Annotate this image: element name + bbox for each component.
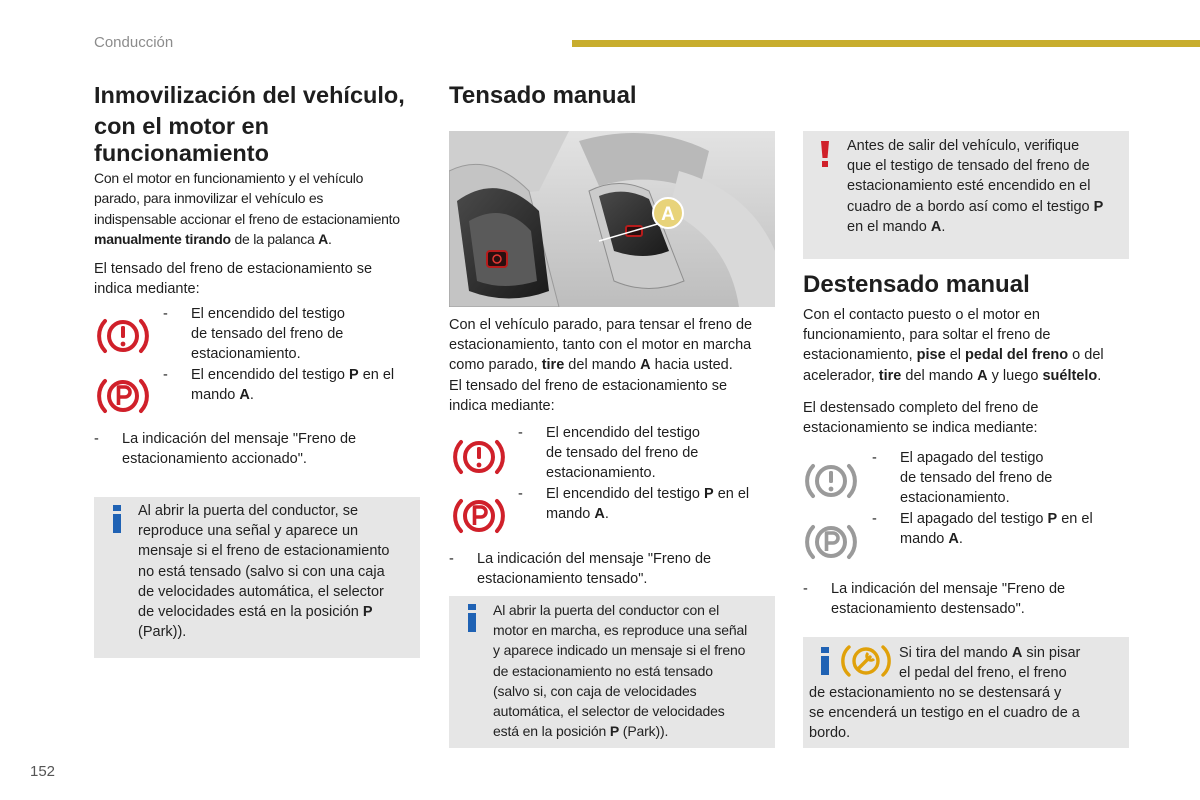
apply-paragraph	[449, 315, 779, 416]
text-line: La indicación del mensaje "Freno de	[122, 431, 357, 447]
text-line: de tensado del freno de	[900, 470, 1053, 487]
info-box	[803, 637, 1129, 748]
intro-paragraph	[94, 168, 400, 250]
heading-line: con el motor en	[94, 113, 269, 139]
text-line	[900, 529, 1132, 549]
text-line: reproduce una señal y aparece un	[138, 523, 359, 540]
text: está en la posición	[493, 723, 610, 740]
emphasis: pise	[916, 347, 946, 364]
indicator-list	[163, 304, 423, 405]
list-item	[872, 448, 1132, 509]
park-icon	[453, 493, 505, 539]
text: El encendido del testigo	[191, 366, 349, 383]
text-line: Al abrir la puerta del conductor, se	[138, 503, 359, 519]
text-line: (Park)).	[138, 624, 187, 641]
header-accent-bar	[572, 40, 1200, 47]
text-line: Antes de salir del vehículo, verifique	[847, 138, 1080, 154]
section-title: Conducción	[94, 34, 174, 51]
text-line: que el testigo de tensado del freno de	[847, 158, 1090, 175]
list-item	[163, 365, 423, 405]
text-line: estacionamiento tensado".	[477, 571, 648, 588]
text-line: se encenderá un testigo en el cuadro de a	[809, 705, 1080, 722]
dash: -	[449, 551, 454, 567]
text-line	[94, 229, 400, 249]
lever-label: A	[1011, 645, 1023, 661]
caution-icon	[819, 141, 831, 167]
park-label: P	[1047, 510, 1058, 527]
text-line: (salvo si, con caja de velocidades	[493, 682, 697, 699]
text: .	[958, 530, 963, 547]
indicated-paragraph	[803, 398, 1038, 438]
indicator-list	[872, 448, 1132, 549]
text: .	[249, 386, 254, 403]
dash: -	[872, 510, 877, 527]
text: del mando	[901, 367, 978, 384]
text: (Park)).	[619, 723, 669, 740]
info-icon	[819, 647, 831, 675]
release-paragraph	[803, 305, 1133, 386]
park-label: P	[349, 366, 359, 383]
text: el	[945, 347, 966, 364]
text-line: El tensado del freno de estacionamiento se	[94, 261, 373, 277]
dash: -	[518, 485, 523, 502]
text-line: estacionamiento.	[191, 346, 301, 363]
text: Si tira del mando	[899, 645, 1012, 661]
text-line: de estacionamiento no está tensado	[493, 662, 713, 679]
text-line: automática, el selector de velocidades	[493, 703, 725, 720]
text-line: indispensable accionar el freno de estacionamiento	[94, 210, 400, 227]
text-line: Con el vehículo parado, para tensar el freno de	[449, 317, 753, 333]
text-line: motor en marcha, es reproduce una señal	[493, 622, 748, 639]
emphasis: manualmente tirando	[94, 231, 231, 248]
text: cuadro de a bordo así como el testigo	[847, 198, 1094, 215]
page-number: 152	[30, 763, 56, 780]
list-item	[163, 304, 423, 365]
text-line: Al abrir la puerta del conductor con el	[493, 602, 720, 618]
lever-label: A	[318, 231, 329, 248]
info-text-bottom	[809, 683, 1127, 744]
parking-brake-service-icon	[841, 641, 891, 681]
text: en el	[358, 366, 395, 383]
section-heading-manual-release: Destensado manual	[803, 271, 1030, 298]
message-item	[803, 579, 1131, 619]
dash: -	[803, 581, 808, 597]
text-line: El encendido del testigo	[191, 306, 345, 322]
text-line: El apagado del testigo	[900, 450, 1044, 466]
lever-label: A	[977, 367, 988, 384]
text: mando	[900, 530, 949, 547]
text: o del	[1068, 347, 1104, 364]
text-line: de velocidades automática, el selector	[138, 583, 384, 600]
info-box	[449, 596, 775, 748]
text-line: Con el contacto puesto o el motor en	[803, 307, 1040, 323]
text-line	[191, 365, 423, 385]
text-line: de estacionamiento no se destensará y	[809, 685, 1062, 701]
text-line: mensaje si el freno de estacionamiento	[138, 543, 390, 560]
emphasis: tire	[878, 367, 902, 384]
text-line: El encendido del testigo	[546, 425, 700, 441]
info-box	[94, 497, 420, 658]
text: de velocidades está en la posición	[138, 604, 363, 621]
lever-label: A	[930, 218, 942, 235]
text-line	[900, 509, 1132, 529]
text: El encendido del testigo	[546, 485, 704, 502]
warning-text	[847, 136, 1127, 237]
text-line: La indicación del mensaje "Freno de	[477, 551, 712, 567]
warning-box	[803, 131, 1129, 259]
message-item	[449, 549, 777, 589]
dash: -	[163, 366, 168, 383]
text-line: de tensado del freno de	[546, 445, 699, 462]
text-line: de tensado del freno de	[191, 326, 344, 343]
text-line: funcionamiento, para soltar el freno de	[803, 327, 1051, 344]
text: como parado,	[449, 357, 542, 374]
park-label: P	[362, 604, 373, 621]
text-line	[847, 197, 1127, 217]
text-line: Con el motor en funcionamiento y el vehículo	[94, 170, 364, 186]
text: sin pisar	[1022, 645, 1081, 661]
park-label: P	[1093, 198, 1104, 215]
indicator-list	[518, 423, 778, 524]
text: en el mando	[847, 218, 931, 235]
heading-line: funcionamiento	[94, 140, 269, 166]
text-line: estacionamiento.	[546, 465, 656, 482]
text: mando	[546, 505, 595, 522]
dash: -	[94, 431, 99, 447]
text-line: estacionamiento accionado".	[122, 451, 307, 468]
list-item	[872, 509, 1132, 549]
text-line: La indicación del mensaje "Freno de	[831, 581, 1066, 597]
text-line	[803, 345, 1133, 365]
text-line	[191, 385, 423, 405]
text-line: estacionamiento destensado".	[831, 601, 1025, 618]
text-line: bordo.	[809, 725, 851, 742]
text-line	[493, 721, 775, 741]
text: en el	[1057, 510, 1093, 527]
text: y luego	[987, 367, 1043, 384]
brake-warning-icon	[453, 434, 505, 480]
text-line: indica mediante:	[94, 281, 200, 298]
park-icon	[97, 373, 149, 419]
brake-warning-icon	[97, 313, 149, 359]
info-icon	[111, 505, 123, 533]
callout-label-a: A	[661, 204, 675, 225]
info-text	[493, 600, 775, 741]
text-line	[138, 602, 418, 622]
text-line	[449, 355, 779, 375]
text: acelerador,	[803, 367, 879, 384]
text-line: indica mediante:	[449, 397, 555, 414]
message-item	[94, 429, 422, 469]
text: del mando	[564, 357, 641, 374]
text-line	[546, 504, 778, 524]
text-line	[899, 643, 1125, 663]
info-text	[138, 501, 418, 642]
indicated-paragraph	[94, 259, 372, 299]
text-line: el pedal del freno, el freno	[899, 665, 1067, 682]
console-drawing	[449, 131, 775, 307]
emphasis: tire	[541, 357, 565, 374]
dash: -	[518, 425, 523, 441]
brake-warning-off-icon	[805, 458, 857, 504]
text: .	[328, 231, 332, 248]
list-item	[518, 484, 778, 524]
lever-label: A	[239, 386, 250, 403]
text-line: El destensado completo del freno de	[803, 400, 1039, 416]
text-line: estacionamiento.	[900, 490, 1010, 507]
text: estacionamiento,	[803, 347, 917, 364]
dash: -	[163, 306, 168, 322]
text-line: estacionamiento se indica mediante:	[803, 420, 1038, 437]
text: .	[604, 505, 609, 522]
text-line: parado, para inmovilizar el vehículo es	[94, 190, 324, 207]
dash: -	[872, 450, 877, 466]
text: mando	[191, 386, 240, 403]
text: El apagado del testigo	[900, 510, 1048, 527]
text: hacia usted.	[650, 357, 733, 374]
park-label: P	[704, 485, 714, 502]
lever-label: A	[640, 357, 651, 374]
section-heading-immobilisation	[94, 82, 424, 167]
text-line: El tensado del freno de estacionamiento se	[449, 377, 728, 394]
text-line: estacionamiento, tanto con el motor en marcha	[449, 337, 752, 354]
text-line	[847, 217, 1127, 237]
emphasis: pedal del freno	[965, 347, 1069, 364]
text-line: y aparece indicado un mensaje si el freno	[493, 642, 746, 659]
heading-line: Inmovilización del vehículo,	[94, 82, 405, 108]
list-item	[518, 423, 778, 484]
emphasis: suéltelo	[1042, 367, 1098, 384]
text: en el	[713, 485, 750, 502]
lever-label: A	[948, 530, 959, 547]
text: .	[1097, 367, 1102, 384]
info-icon	[466, 604, 478, 632]
lever-label: A	[594, 505, 605, 522]
section-heading-manual-apply: Tensado manual	[449, 82, 637, 109]
text-line	[803, 366, 1133, 386]
parking-brake-illustration	[449, 131, 775, 307]
text-line	[546, 484, 778, 504]
text: .	[941, 218, 946, 235]
text-line: estacionamiento esté encendido en el	[847, 178, 1091, 195]
text-line: no está tensado (salvo si con una caja	[138, 563, 385, 580]
park-off-icon	[805, 519, 857, 565]
text: de la palanca	[230, 231, 319, 248]
park-label: P	[609, 723, 620, 740]
info-text-top	[899, 643, 1125, 683]
